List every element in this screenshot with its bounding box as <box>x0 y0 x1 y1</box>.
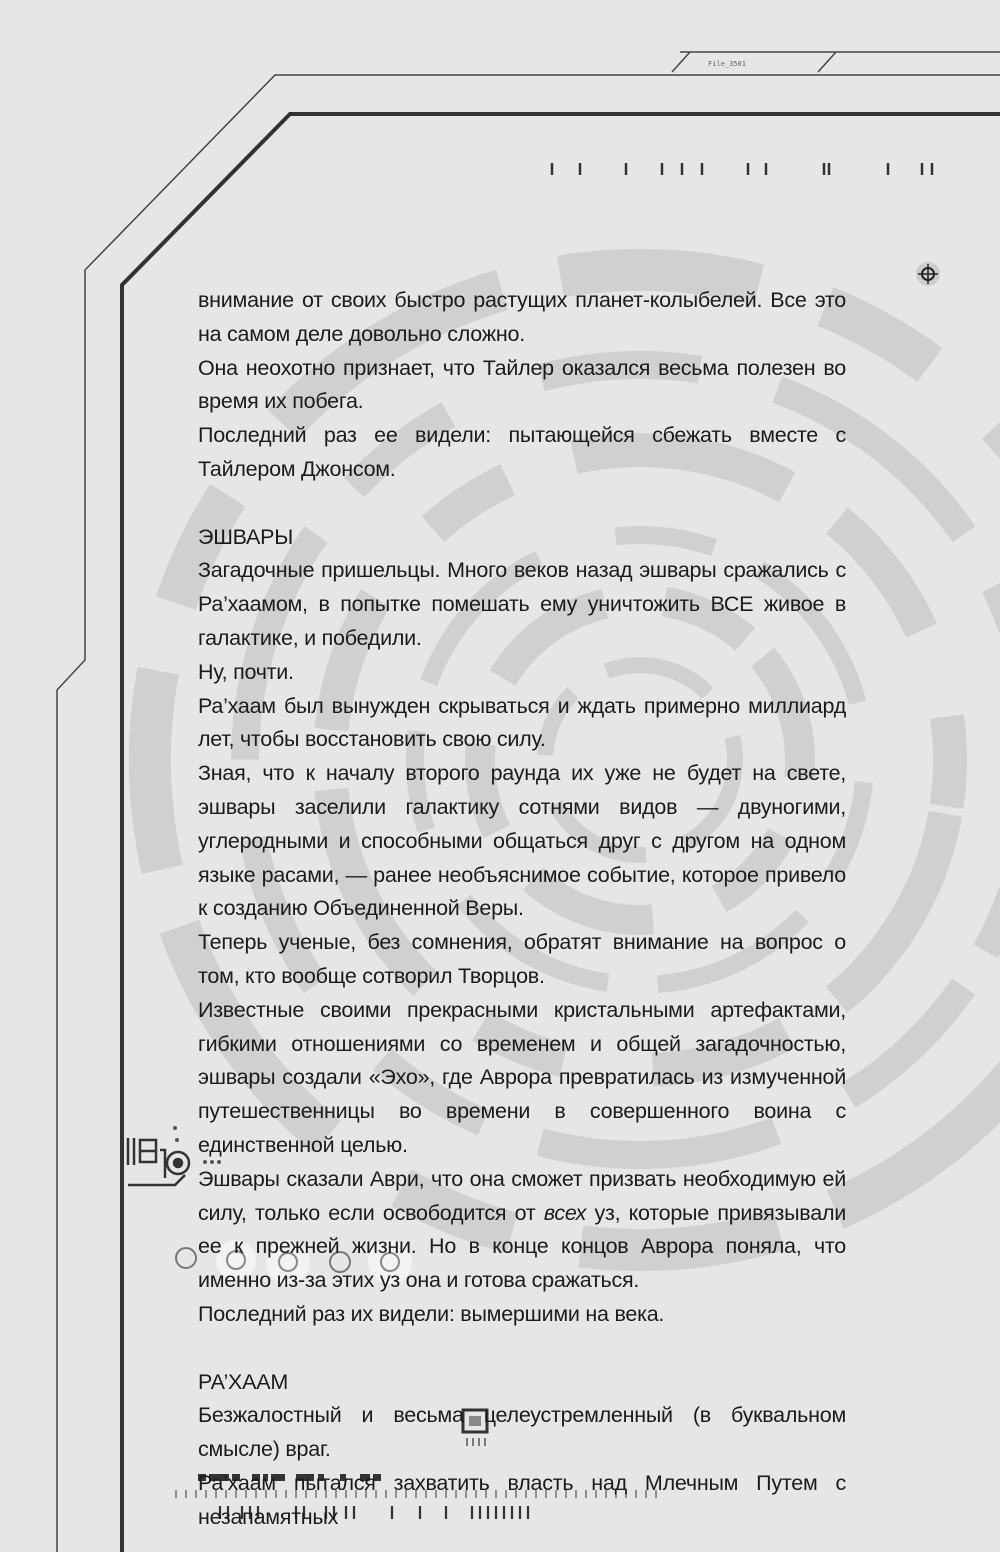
circuit-widget-icon <box>128 1138 189 1185</box>
section-heading-rahaam: РА’ХААМ <box>198 1369 288 1394</box>
paragraph-text: уз, которые привязывали ее к прежней жизни. Но в конце концов Аврора поняла, что именно из-за этих уз она и готова сражаться. <box>198 1200 846 1293</box>
paragraph: внимание от своих быстро растущих планет-колыбелей. Все это на самом деле довольно сложно. <box>198 288 846 346</box>
paragraph: Она неохотно признает, что Тайлер оказался весьма полезен во время их побега. <box>198 355 846 414</box>
paragraph: Теперь ученые, без сомнения, обратят внимание на вопрос о том, кто вообще сотворил Творцов. <box>198 930 846 988</box>
header-tab-label: File_3501 <box>708 60 746 68</box>
document-body <box>198 284 846 1534</box>
top-ticks <box>552 163 932 175</box>
crosshair-icon <box>916 262 940 286</box>
paragraph: Известные своими прекрасными кристальными артефактами, гибкими отношениями со временем и общей загадочностью, эшвары создали «Эхо», где Аврора превратилась из измученной путешественницы во времени в совершенного воина с единственной целью. <box>198 997 846 1157</box>
paragraph: Ра’хаам был вынужден скрываться и ждать примерно миллиард лет, чтобы восстановить свою силу. <box>198 693 846 752</box>
paragraph: Загадочные пришельцы. Много веков назад эшвары сражались с Ра’хаамом, в попытке помешать ему уничтожить ВСЕ живое в галактике, и победили. <box>198 558 846 650</box>
paragraph: Последний раз их видели: вымершими на века. <box>198 1301 665 1326</box>
paragraph: Ну, почти. <box>198 659 294 684</box>
paragraph: Последний раз ее видели: пытающейся сбежать вместе с Тайлером Джонсом. <box>198 423 846 481</box>
paragraph: Безжалостный и весьма целеустремленный (в буквальном смысле) враг. <box>198 1403 846 1462</box>
section-heading-eshvary: ЭШВАРЫ <box>198 524 293 549</box>
paragraph: Зная, что к началу второго раунда их уже не будет на свете, эшвары заселили галактику сотнями видов — двуногими, углеродными и способными общаться друг с другом на одном языке расами, — ранее необъяснимое событие, которое привело к созданию Объединенной Веры. <box>198 761 846 921</box>
paragraph: Ра’хаам пытался захватить власть над Млечным Путем с незапамятных <box>198 1470 846 1529</box>
section-gap <box>198 487 846 521</box>
emphasis: всех <box>543 1200 587 1225</box>
section-gap <box>198 1332 846 1366</box>
paragraph <box>198 1163 846 1298</box>
paragraph-text: Эшвары сказали Аври, что она сможет призвать необходимую ей силу, только если освободится от <box>198 1166 846 1225</box>
